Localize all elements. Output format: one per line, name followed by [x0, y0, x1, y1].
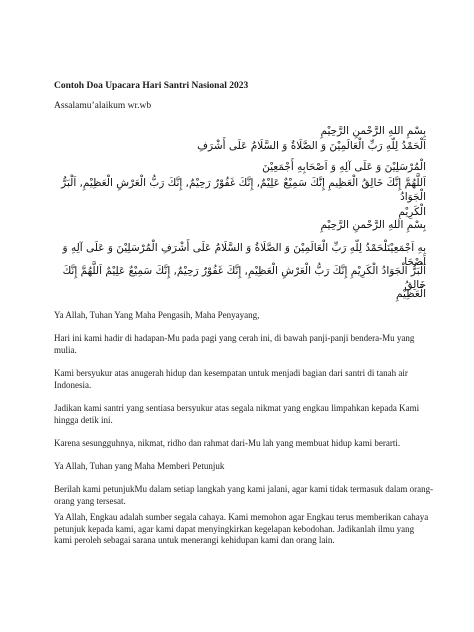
arabic-line-4: الْكَرِيْمِ — [398, 206, 426, 218]
paragraph: Jadikan kami santri yang sentiasa bersyukur atas segala nikmat yang engkau limpahkan kepada Kami hingga detik ini. — [54, 403, 420, 425]
arabic-line-5: بِهِ اَجْمَعِيْنَلْحَمْدُ لِلّهِ رَبِّ الْعَالَمِيْنَ وَ الصَّلَاةُ وَ السَّلَامُ عَلَى أَشْرَفِ الْمُرْسَلِيْنَ وَ عَلَى آلِهِ وَ اَصْحَا — [62, 242, 426, 268]
arabic-basmala-2: بِسْمِ اللهِ الرَّحْمنِ الرَّحِيْمِ — [320, 219, 426, 231]
arabic-line-6: اَلْبَرُّ الْجَوَادُ الْكَرِيْمِ إِنَّكَ رَبُّ الْعَرْشِ الْعَظِيْمِ, إِنَّكَ غَفُوْرٌ رَحِيْمٌ, إِنَّكَ سَمِيْعٌ عَلِيْمٌ اَللَّهُمَّ إِنَّكَ خَالِقُ — [62, 265, 426, 291]
greeting-text: Assalamu’alaikum wr.wb — [54, 101, 152, 111]
paragraph: Ya Allah, Tuhan yang Maha Memberi Petunjuk — [54, 461, 225, 471]
paragraph: Ya Allah, Tuhan Yang Maha Pengasih, Maha Penyayang, — [54, 310, 260, 320]
arabic-line-2: الْمُرْسَلِيْنَ وَ عَلَى آلِهِ وَ اَصْحَابِهِ أَجْمَعِيْنَ — [262, 161, 426, 173]
paragraph: Hari ini kami hadir di hadapan-Mu pada pagi yang cerah ini, di bawah panji-panji bendera-Mu yang mulia. — [54, 333, 415, 355]
paragraph: Ya Allah, Engkau adalah sumber segala cahaya. Kami memohon agar Engkau terus memberikan cahaya petunjuk kepada kami, agar kami dapat menyingkirkan kegelapan kebodohan. Jadikanlah ilmu yang kami peroleh sebagai sarana untuk menerangi kehidupan kami dan orang lain. — [54, 512, 429, 545]
arabic-line-3: اَللَّهُمَّ إِنَّكَ خَالِقُ الْعَظِيمِ إِنَّكَ سَمِيْعٌ عَلِيْمٌ, إِنَّكَ غَفُوْرٌ رَحِيْمٌ, إِنَّكَ رَبُّ الْعَرْشِ الْعَظِيْمِ, اَلْبَرُّ الْجَوَادُ — [61, 177, 426, 203]
paragraph: Kami bersyukur atas anugerah hidup dan kesempatan untuk menjadi bagian dari santri di tanah air Indonesia. — [54, 368, 408, 390]
arabic-basmala-1: بِسْمِ اللهِ الرَّحْمنِ الرَّحِيْمِ — [320, 125, 426, 137]
arabic-line-1: اَلْحَمْدُ لِلّهِ رَبِّ الْعَالَمِيْنَ وَ الصَّلَاةُ وَ السَّلَامُ عَلَى أَشْرَفِ — [197, 140, 426, 152]
document-title: Contoh Doa Upacara Hari Santri Nasional 2023 — [54, 81, 249, 91]
paragraph: Karena sesungguhnya, nikmat, ridho dan rahmat dari-Mu lah yang membuat hidup kami berarti. — [54, 438, 401, 448]
paragraph: Berilah kami petunjukMu dalam setiap langkah yang kami jalani, agar kami tidak termasuk dalam orang-orang yang tersesat. — [54, 484, 434, 506]
arabic-line-7: الْعَظِيْمِ — [396, 288, 426, 300]
